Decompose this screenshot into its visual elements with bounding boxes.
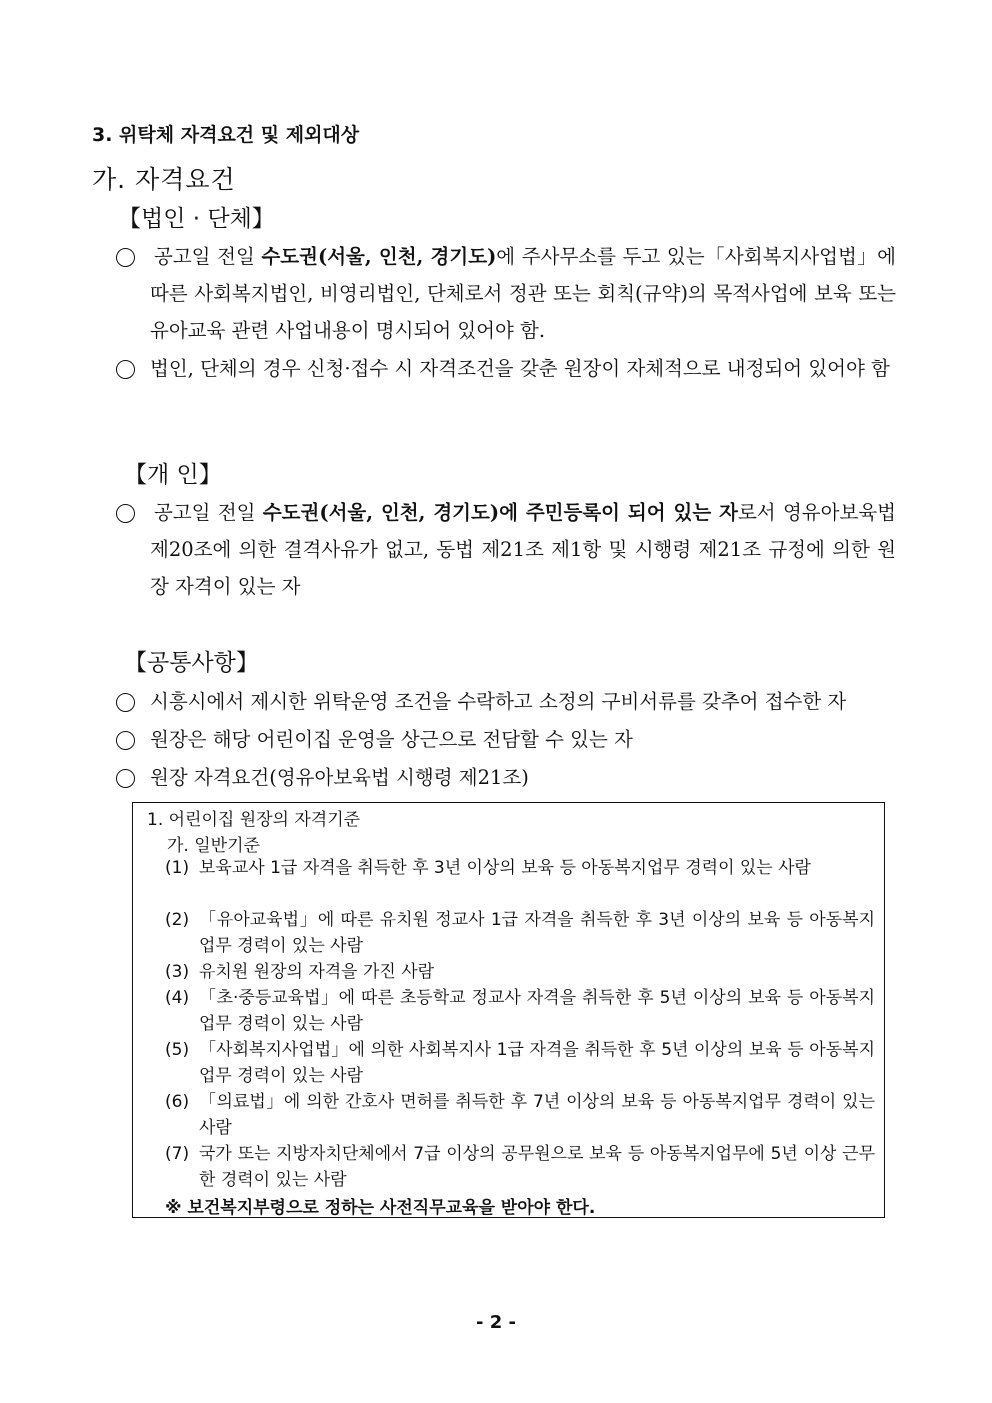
corp-label: 【법인 · 단체】 [118,206,275,232]
row-number: (5) [165,1040,190,1060]
indiv-item-1 [116,494,896,605]
row-number: (4) [165,988,190,1008]
corp-item-2 [116,350,896,387]
indiv-label: 【개 인】 [124,462,222,488]
box-title: 1. 어린이집 원장의 자격기준 [147,810,361,830]
indiv-item-1-text: 공고일 전일 수도권(서울, 인천, 경기도)에 주민등록이 되어 있는 자로서 영유아보육법 제20조에 의한 결격사유가 없고, 동법 제21조 제1항 및 시행령 제21조 규정에 의한 원장 자격이 있는 자 [150,501,896,598]
row-text: 「의료법」에 의한 간호사 면허를 취득한 후 7년 이상의 보육 등 아동복지업무 경력이 있는 사람 [199,1092,875,1138]
box-row [165,855,875,881]
indiv-item-1-bold: 수도권(서울, 인천, 경기도)에 주민등록이 되어 있는 자 [262,501,738,524]
circle-bullet-icon [116,504,135,523]
circle-bullet-icon [116,731,135,750]
section-title: 3. 위탁체 자격요건 및 제외대상 [92,124,360,146]
row-number: (6) [165,1092,190,1112]
box-row [165,959,875,985]
box-row [165,1037,875,1089]
circle-bullet-icon [116,693,135,712]
common-item-2 [116,721,896,758]
box-subtitle: 가. 일반기준 [167,836,260,856]
circle-bullet-icon [116,769,135,788]
qualification-box [132,802,885,1218]
row-text: 「사회복지사업법」에 의한 사회복지사 1급 자격을 취득한 후 5년 이상의 보육 등 아동복지업무 경력이 있는 사람 [199,1040,875,1086]
common-item-1-text: 시흥시에서 제시한 위탁운영 조건을 수락하고 소정의 구비서류를 갖추어 접수한 자 [150,690,847,713]
common-item-3 [116,759,896,796]
common-item-3-text: 원장 자격요건(영유아보육법 시행령 제21조) [150,766,529,789]
box-note: ※ 보건복지부령으로 정하는 사전직무교육을 받아야 한다. [165,1198,596,1218]
common-item-2-text: 원장은 해당 어린이집 운영을 상근으로 전담할 수 있는 자 [150,728,633,751]
row-text: 유치원 원장의 자격을 가진 사람 [199,962,435,982]
row-number: (7) [165,1144,190,1164]
common-item-1 [116,683,896,720]
circle-bullet-icon [116,360,135,379]
common-label: 【공통사항】 [124,650,259,676]
corp-item-1 [116,238,896,349]
row-text: 국가 또는 지방자치단체에서 7급 이상의 공무원으로 보육 등 아동복지업무에 5년 이상 근무한 경력이 있는 사람 [199,1144,875,1190]
box-row [165,907,875,959]
circle-bullet-icon [116,248,135,267]
row-text: 「유아교육법」에 따른 유치원 정교사 1급 자격을 취득한 후 3년 이상의 보육 등 아동복지업무 경력이 있는 사람 [199,910,875,956]
box-row [165,985,875,1037]
row-number: (2) [165,910,190,930]
row-number: (1) [165,858,190,878]
row-number: (3) [165,962,190,982]
page-number: - 2 - [476,1312,516,1333]
corp-item-1-bold: 수도권(서울, 인천, 경기도) [261,245,497,268]
row-text: 「초·중등교육법」에 따른 초등학교 정교사 자격을 취득한 후 5년 이상의 보육 등 아동복지업무 경력이 있는 사람 [199,988,875,1034]
box-row [165,1089,875,1141]
box-row [165,1141,875,1193]
corp-item-1-text: 공고일 전일 수도권(서울, 인천, 경기도)에 주사무소를 두고 있는「사회복지사업법」에 따른 사회복지법인, 비영리법인, 단체로서 정관 또는 회칙(규약)의 목적사업에 보육 또는 유아교육 관련 사업내용이 명시되어 있어야 함. [150,245,896,342]
heading-qualifications: 가. 자격요건 [92,165,236,194]
corp-item-2-text: 법인, 단체의 경우 신청·접수 시 자격조건을 갖춘 원장이 자체적으로 내정되어 있어야 함 [150,357,890,380]
row-text: 보육교사 1급 자격을 취득한 후 3년 이상의 보육 등 아동복지업무 경력이 있는 사람 [199,858,811,878]
